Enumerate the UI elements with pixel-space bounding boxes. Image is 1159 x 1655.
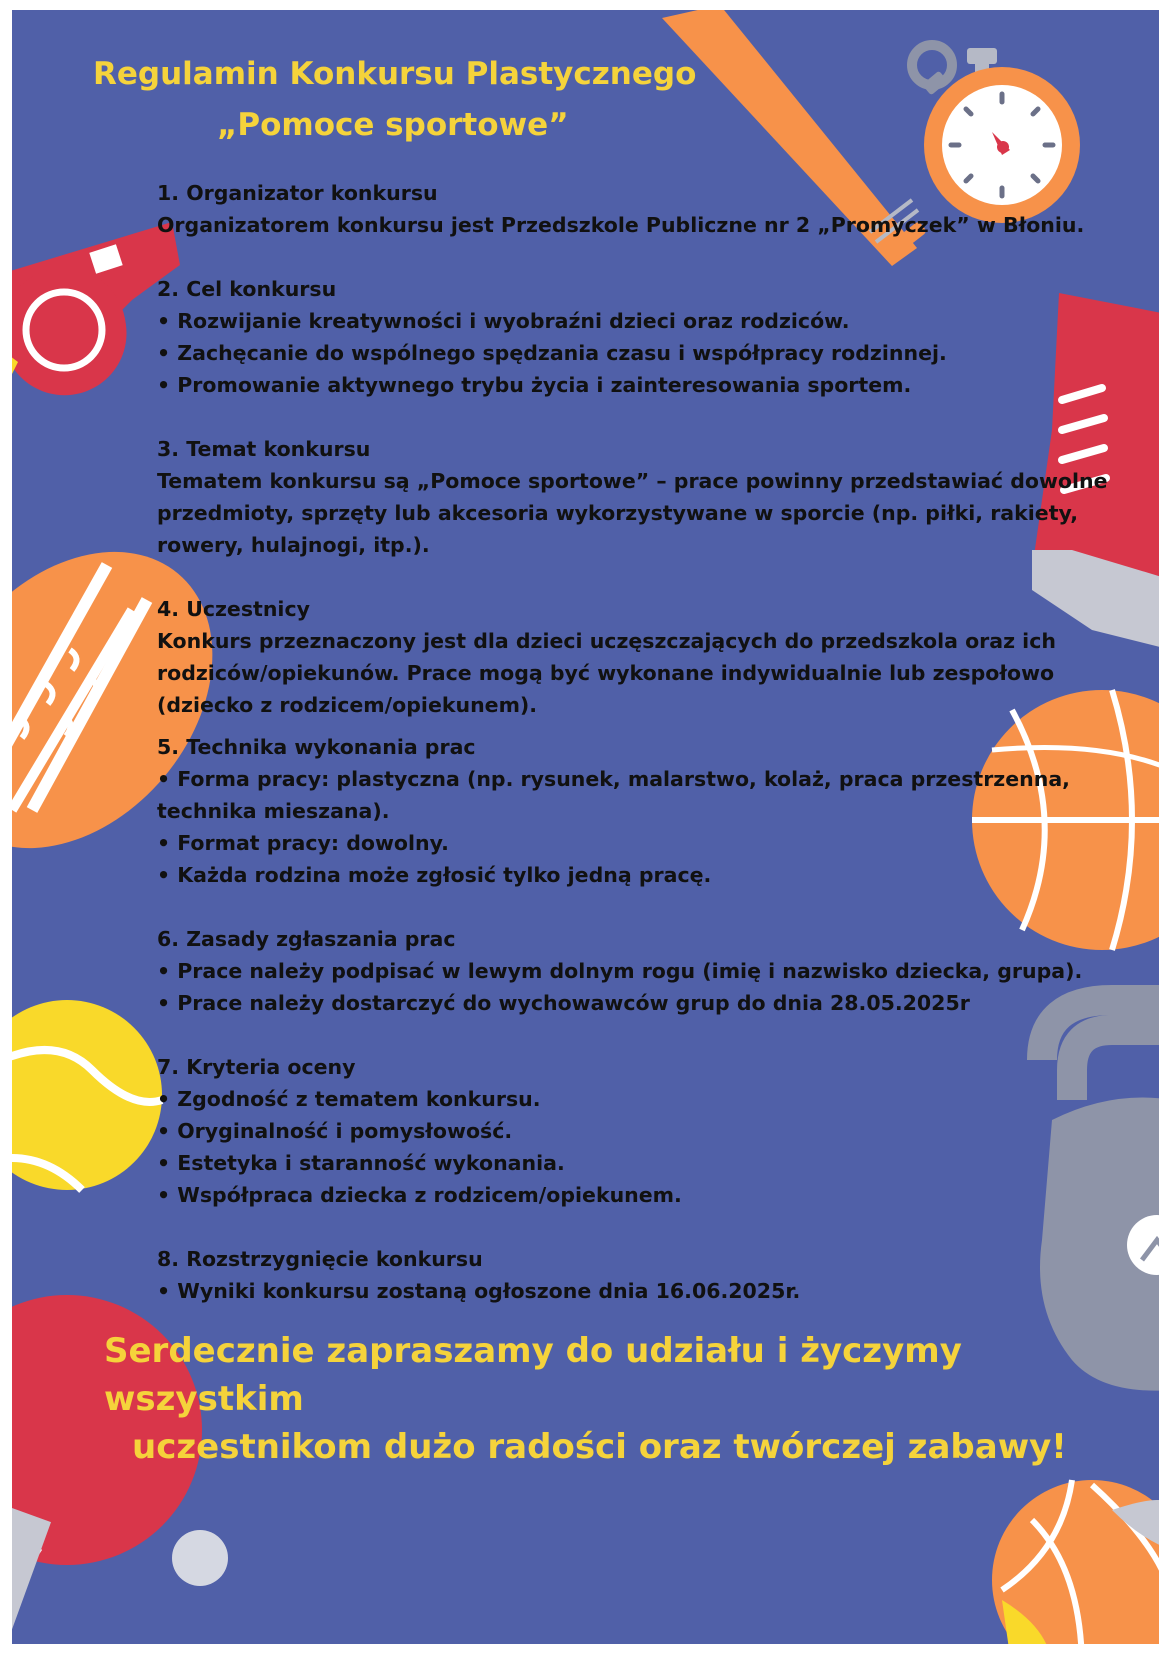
- section-heading: 7. Kryteria oceny: [157, 1055, 356, 1079]
- regulations: [157, 177, 1137, 1307]
- section-results: [157, 1243, 1137, 1307]
- section-organizer: [157, 177, 1137, 241]
- section-heading: 1. Organizator konkursu: [157, 181, 438, 205]
- section-line: przedmioty, sprzęty lub akcesoria wykorzystywane w sporcie (np. piłki, rakiety,: [157, 501, 1079, 525]
- section-line: • Wyniki konkursu zostaną ogłoszone dnia 16.06.2025r.: [157, 1279, 801, 1303]
- volleyball-icon: [992, 1480, 1159, 1644]
- section-participants: [157, 593, 1137, 721]
- section-heading: 6. Zasady zgłaszania prac: [157, 927, 456, 951]
- section-line: Organizatorem konkursu jest Przedszkole Publiczne nr 2 „Promyczek” w Błoniu.: [157, 213, 1085, 237]
- section-line: Konkurs przeznaczony jest dla dzieci uczęszczających do przedszkola oraz ich: [157, 629, 1056, 653]
- section-line: • Prace należy podpisać w lewym dolnym rogu (imię i nazwisko dziecka, grupa).: [157, 959, 1083, 983]
- section-heading: 4. Uczestnicy: [157, 597, 310, 621]
- section-theme: [157, 433, 1137, 561]
- section-line: rodziców/opiekunów. Prace mogą być wykonane indywidualnie lub zespołowo: [157, 661, 1055, 685]
- tennis-ball-icon: [12, 1000, 162, 1190]
- section-line: • Każda rodzina może zgłosić tylko jedną pracę.: [157, 863, 712, 887]
- section-heading: 2. Cel konkursu: [157, 277, 337, 301]
- section-heading: 5. Technika wykonania prac: [157, 735, 476, 759]
- section-line: • Estetyka i staranność wykonania.: [157, 1151, 565, 1175]
- section-line: • Zgodność z tematem konkursu.: [157, 1087, 541, 1111]
- section-line: • Format pracy: dowolny.: [157, 831, 449, 855]
- closing-line: Serdecznie zapraszamy do udziału i życzymy wszystkim: [104, 1331, 962, 1419]
- section-line: technika mieszana).: [157, 799, 390, 823]
- page-title: Regulamin Konkursu Plastycznego: [93, 56, 697, 92]
- section-line: • Prace należy dostarczyć do wychowawców grup do dnia 28.05.2025r: [157, 991, 970, 1015]
- section-line: • Współpraca dziecka z rodzicem/opiekunem.: [157, 1183, 682, 1207]
- section-line: • Rozwijanie kreatywności i wyobraźni dzieci oraz rodziców.: [157, 309, 850, 333]
- section-line: • Forma pracy: plastyczna (np. rysunek, malarstwo, kolaż, praca przestrzenna,: [157, 767, 1070, 791]
- section-line: • Promowanie aktywnego trybu życia i zainteresowania sportem.: [157, 373, 912, 397]
- section-line: rowery, hulajnogi, itp.).: [157, 533, 430, 557]
- section-technique: [157, 731, 1137, 891]
- section-line: (dziecko z rodzicem/opiekunem).: [157, 693, 538, 717]
- whistle-icon: [12, 222, 180, 395]
- closing-invitation: [104, 1327, 1144, 1471]
- section-heading: 8. Rozstrzygnięcie konkursu: [157, 1247, 483, 1271]
- poster: [12, 10, 1159, 1644]
- section-line: • Oryginalność i pomysłowość.: [157, 1119, 513, 1143]
- page-subtitle: „Pomoce sportowe”: [217, 107, 569, 143]
- section-goal: [157, 273, 1137, 401]
- section-heading: 3. Temat konkursu: [157, 437, 371, 461]
- closing-line: uczestnikom dużo radości oraz twórczej zabawy!: [132, 1427, 1067, 1467]
- section-line: • Zachęcanie do wspólnego spędzania czasu i współpracy rodzinnej.: [157, 341, 947, 365]
- section-line: Tematem konkursu są „Pomoce sportowe” – prace powinny przedstawiać dowolne: [157, 469, 1108, 493]
- section-submission: [157, 923, 1137, 1019]
- section-criteria: [157, 1051, 1137, 1211]
